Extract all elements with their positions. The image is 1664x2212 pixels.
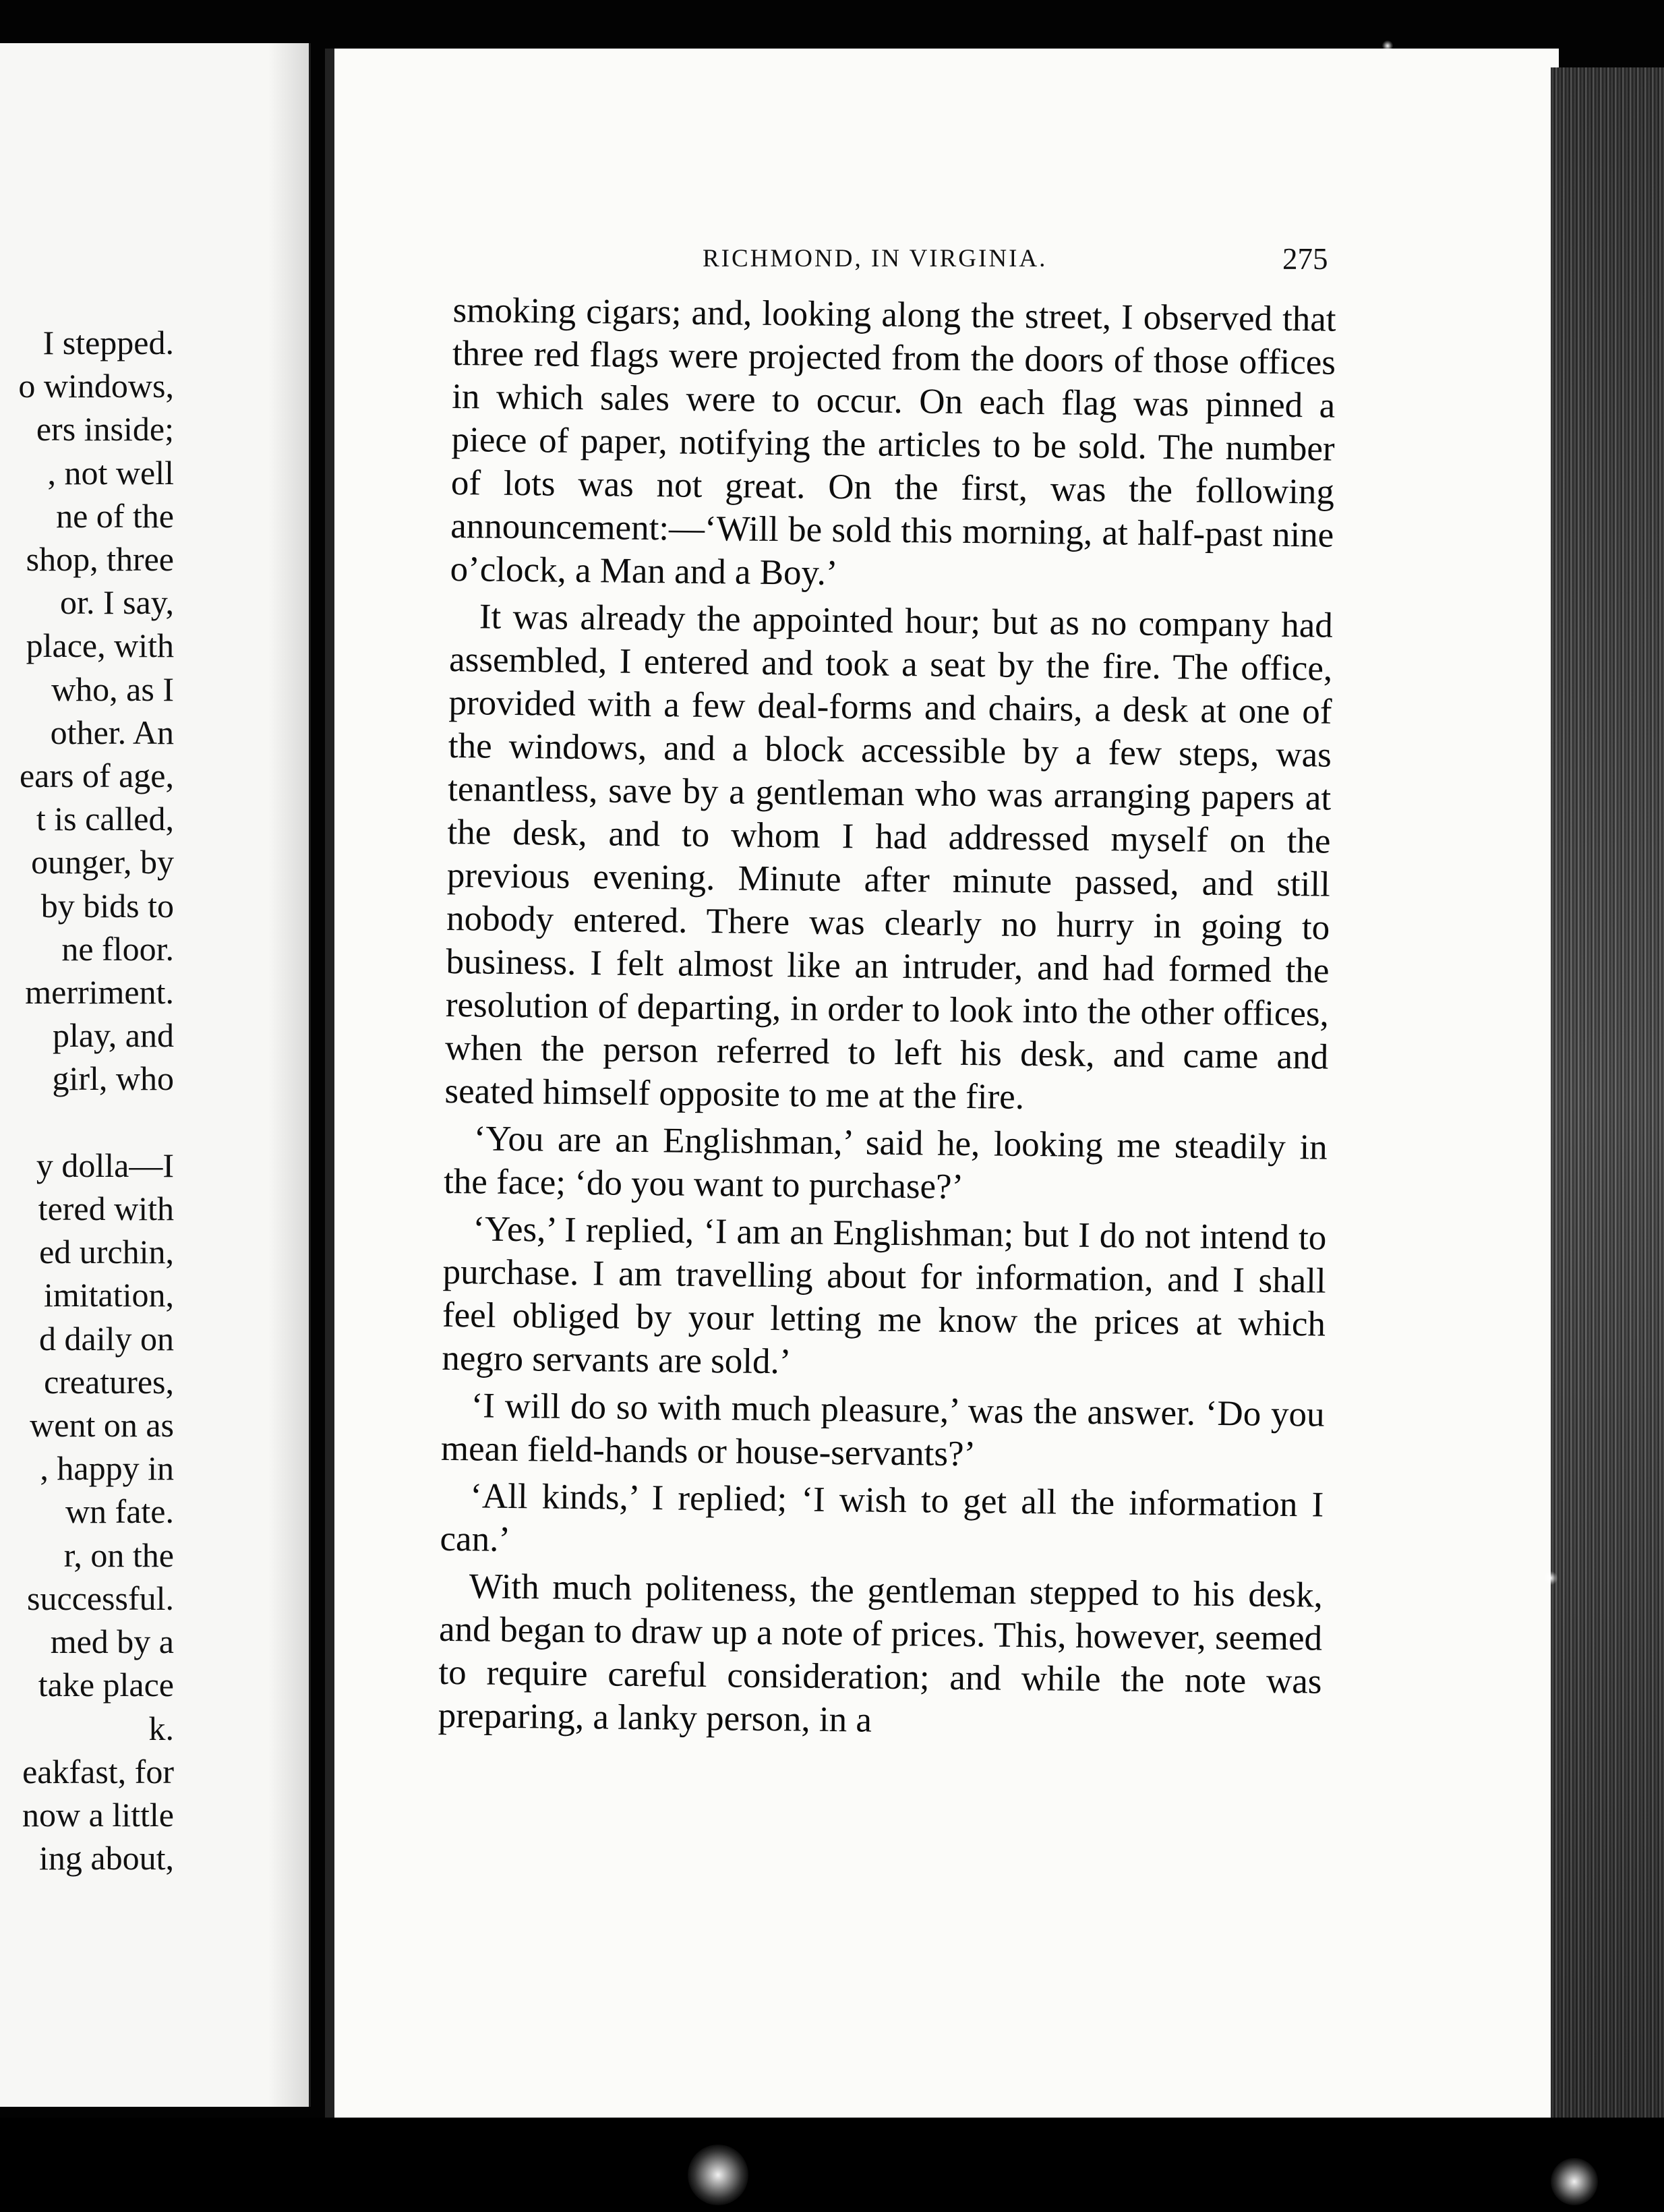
left-page-line: , happy in [40,1449,174,1488]
right-page [325,49,1559,2120]
left-page-line: , not well [47,453,174,492]
paragraph: ‘Yes,’ I replied, ‘I am an Englishman; but I do not intend to purchase. I am travelling about for information, and I shall feel obliged by your letting me know the prices at which negro servants are sold.’ [442,1209,1327,1382]
gutter-shadow [268,43,309,2107]
left-page-text [18,321,174,1880]
left-page-line: ers inside; [36,410,174,448]
left-page-line: place, with [26,627,174,665]
paragraph: ‘I will do so with much pleasure,’ was the answer. ‘Do you mean field-hands or house-servants?’ [440,1386,1325,1474]
left-page-line: k. [148,1709,174,1747]
left-page-line: t is called, [36,800,174,838]
book-page-edges [1551,67,1664,2131]
left-page-line: y dolla—I [36,1146,174,1184]
page-number: 275 [1282,242,1328,276]
paragraph: It was already the appointed hour; but as no company had assembled, I entered and took a seat by the fire. The office, provided with a few deal-forms and chairs, a desk at one of the windows, and a block accessible by a few steps, was tenantless, save by a gentleman who was arranging papers at the desk, and to whom I had addressed myself on the previous evening. Minute after minute passed, and still nobody entered. There was clearly no hurry in going to business. I felt almost like an intruder, and had formed the resolution of departing, in order to look into the other offices, when the person referred to left his desk, and came and seated himself opposite to me at the fire. [444,597,1334,1117]
left-page-line: o windows, [18,367,174,405]
left-page-line: r, on the [63,1536,174,1574]
page-left-edge [325,49,334,2120]
left-page-line: shop, three [26,540,174,579]
dust-speck [1382,40,1393,51]
dust-speck [1544,1571,1557,1585]
paragraph: ‘You are an Englishman,’ said he, looking me steadily in the face; ‘do you want to purchase?’ [443,1119,1328,1207]
left-page-line: wn fate. [65,1492,174,1531]
dust-speck [688,2145,748,2205]
left-page-line: med by a [50,1623,174,1661]
left-page-line: ne floor. [61,929,174,968]
left-page-line: ne of the [56,496,174,535]
left-page-line: by bids to [40,886,174,925]
body-text [438,289,1336,1747]
dust-speck [1551,2158,1598,2205]
left-page-line: I stepped. [42,324,174,361]
left-page-line: ears of age, [19,757,174,795]
left-facing-page [0,43,311,2107]
left-page-line: ounger, by [31,843,174,881]
left-page-text-clip [0,43,174,2107]
left-page-line: girl, who [52,1059,174,1098]
page-edges-shading [1551,67,1664,2131]
left-page-line: merriment. [25,973,174,1012]
left-page-line: imitation, [43,1276,174,1314]
left-page-line: play, and [52,1016,174,1055]
running-head: RICHMOND, IN VIRGINIA. [703,245,1048,272]
left-page-line: successful. [27,1579,174,1617]
left-page-line: ing about, [39,1839,174,1878]
paragraph: ‘All kinds,’ I replied; ‘I wish to get all the information I can.’ [440,1476,1324,1559]
left-page-line: went on as [30,1406,174,1445]
left-page-line [18,1101,174,1144]
paragraph: smoking cigars; and, looking along the street, I observed that three red flags were projected from the doors of those offices in which sales were to occur. On each flag was pinned a piece of paper, notifying the articles to be sold. The number of lots was not great. On the first, was the following announcement:—‘Will be sold this morning, at half-past nine o’clock, a Man and a Boy.’ [450,290,1336,593]
left-page-line: d daily on [39,1319,174,1358]
left-page-line: now a little [22,1795,174,1834]
left-page-line: creatures, [44,1362,174,1401]
paragraph: With much politeness, the gentleman stepped to his desk, and began to draw up a note of prices. This, however, seemed to require careful consideration; and while the note was preparing, a lanky person, in a [438,1567,1324,1740]
left-page-line: tered with [38,1190,174,1228]
left-page-line: ed urchin, [39,1233,174,1271]
left-page-line: or. I say, [60,583,174,622]
left-page-line: other. An [50,713,174,751]
left-page-line: who, as I [51,670,174,708]
scan-background-bottom [0,2118,1664,2212]
left-page-line: eakfast, for [22,1752,174,1791]
left-page-line: take place [38,1666,174,1704]
